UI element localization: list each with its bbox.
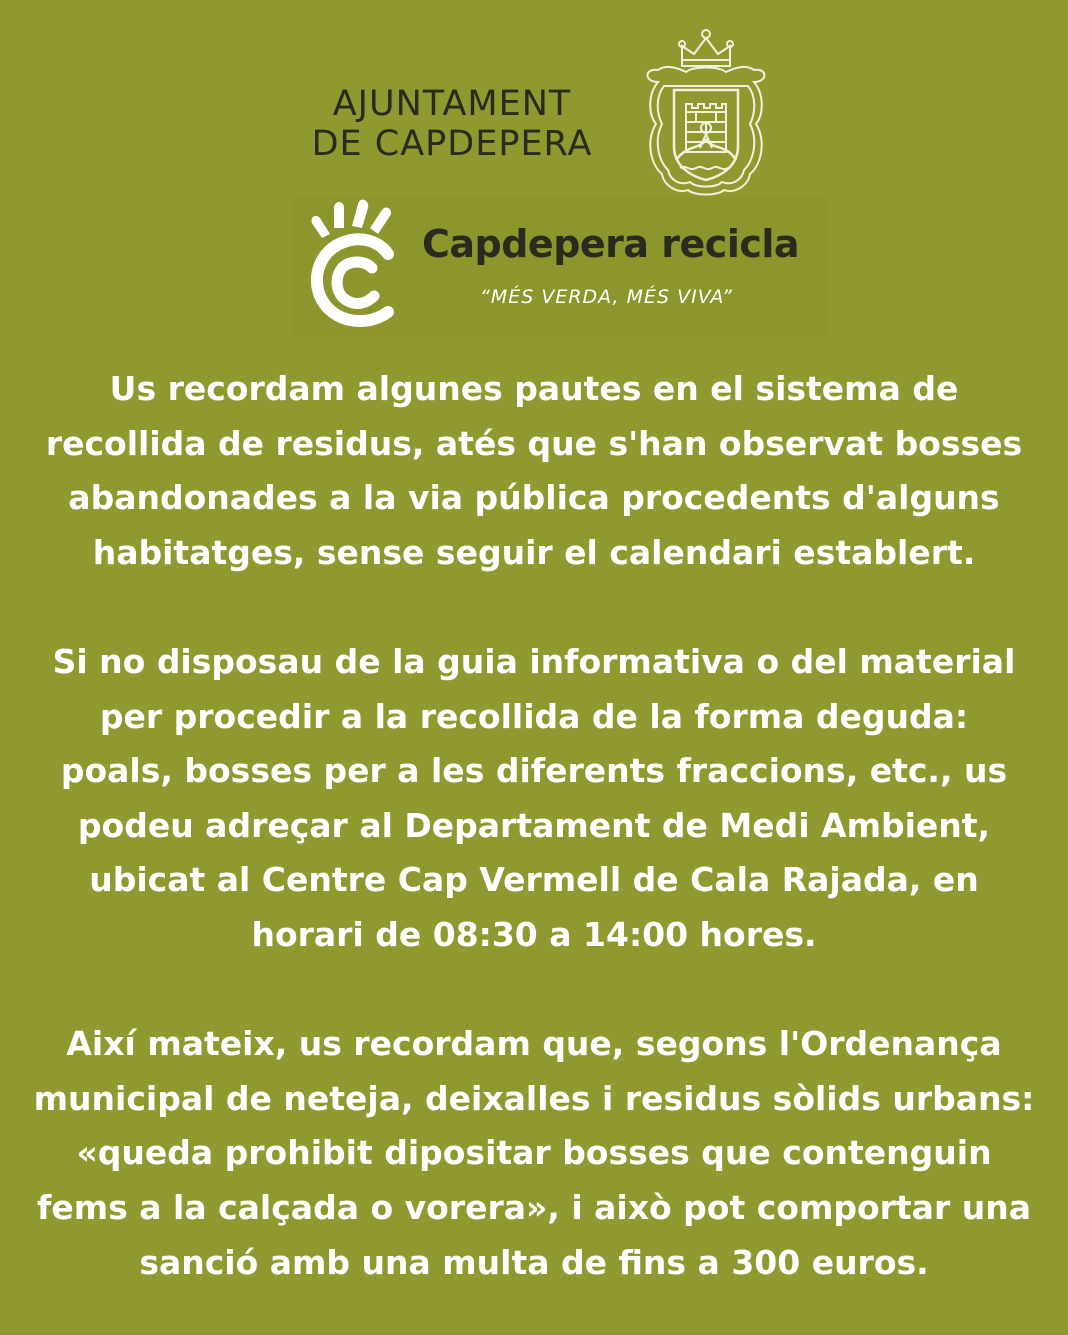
- notice-paragraph-1: [10, 362, 1058, 580]
- paragraph-line: abandonades a la via pública procedents d'alguns: [68, 478, 1000, 518]
- paragraph-line: sanció amb una multa de fins a 300 euros.: [139, 1242, 929, 1282]
- paragraph-line: podeu adreçar al Departament de Medi Ambient,: [77, 805, 991, 845]
- paragraph-line: poals, bosses per a les diferents fraccions, etc., us: [60, 751, 1008, 791]
- paragraph-line: per procedir a la recollida de la forma deguda:: [99, 696, 969, 736]
- paragraph-line: municipal de neteja, deixalles i residus sòlids urbans:: [33, 1078, 1035, 1118]
- paragraph-line: Si no disposau de la guia informativa o del material: [52, 641, 1016, 681]
- ajuntament-line-1: AJUNTAMENT: [332, 84, 572, 124]
- paragraph-line: recollida de residus, atés que s'han observat bosses: [45, 423, 1023, 463]
- recicla-title: Capdepera recicla: [422, 222, 800, 266]
- notice-paragraph-2: [10, 635, 1058, 963]
- paragraph-line: ubicat al Centre Cap Vermell de Cala Rajada, en: [89, 860, 979, 900]
- coat-of-arms-icon: [638, 24, 774, 202]
- notice-paragraph-3: [10, 1017, 1058, 1290]
- ajuntament-line-2: DE CAPDEPERA: [311, 124, 593, 164]
- paragraph-line: Us recordam algunes pautes en el sistema de: [109, 369, 959, 408]
- recycle-hand-logo-icon: [300, 198, 404, 330]
- notice-body: [10, 362, 1058, 1290]
- paragraph-line: «queda prohibit dipositar bosses que contenguin: [76, 1133, 992, 1173]
- ajuntament-name: [272, 84, 632, 164]
- paragraph-line: horari de 08:30 a 14:00 hores.: [251, 914, 817, 954]
- paragraph-line: fems a la calçada o vorera», i això pot comportar una: [37, 1187, 1031, 1227]
- header: [0, 0, 1068, 345]
- paragraph-line: Així mateix, us recordam que, segons l'Ordenança: [66, 1024, 1002, 1064]
- paragraph-line: habitatges, sense seguir el calendari establert.: [92, 532, 976, 572]
- recicla-slogan: “MÉS VERDA, MÉS VIVA”: [480, 286, 733, 308]
